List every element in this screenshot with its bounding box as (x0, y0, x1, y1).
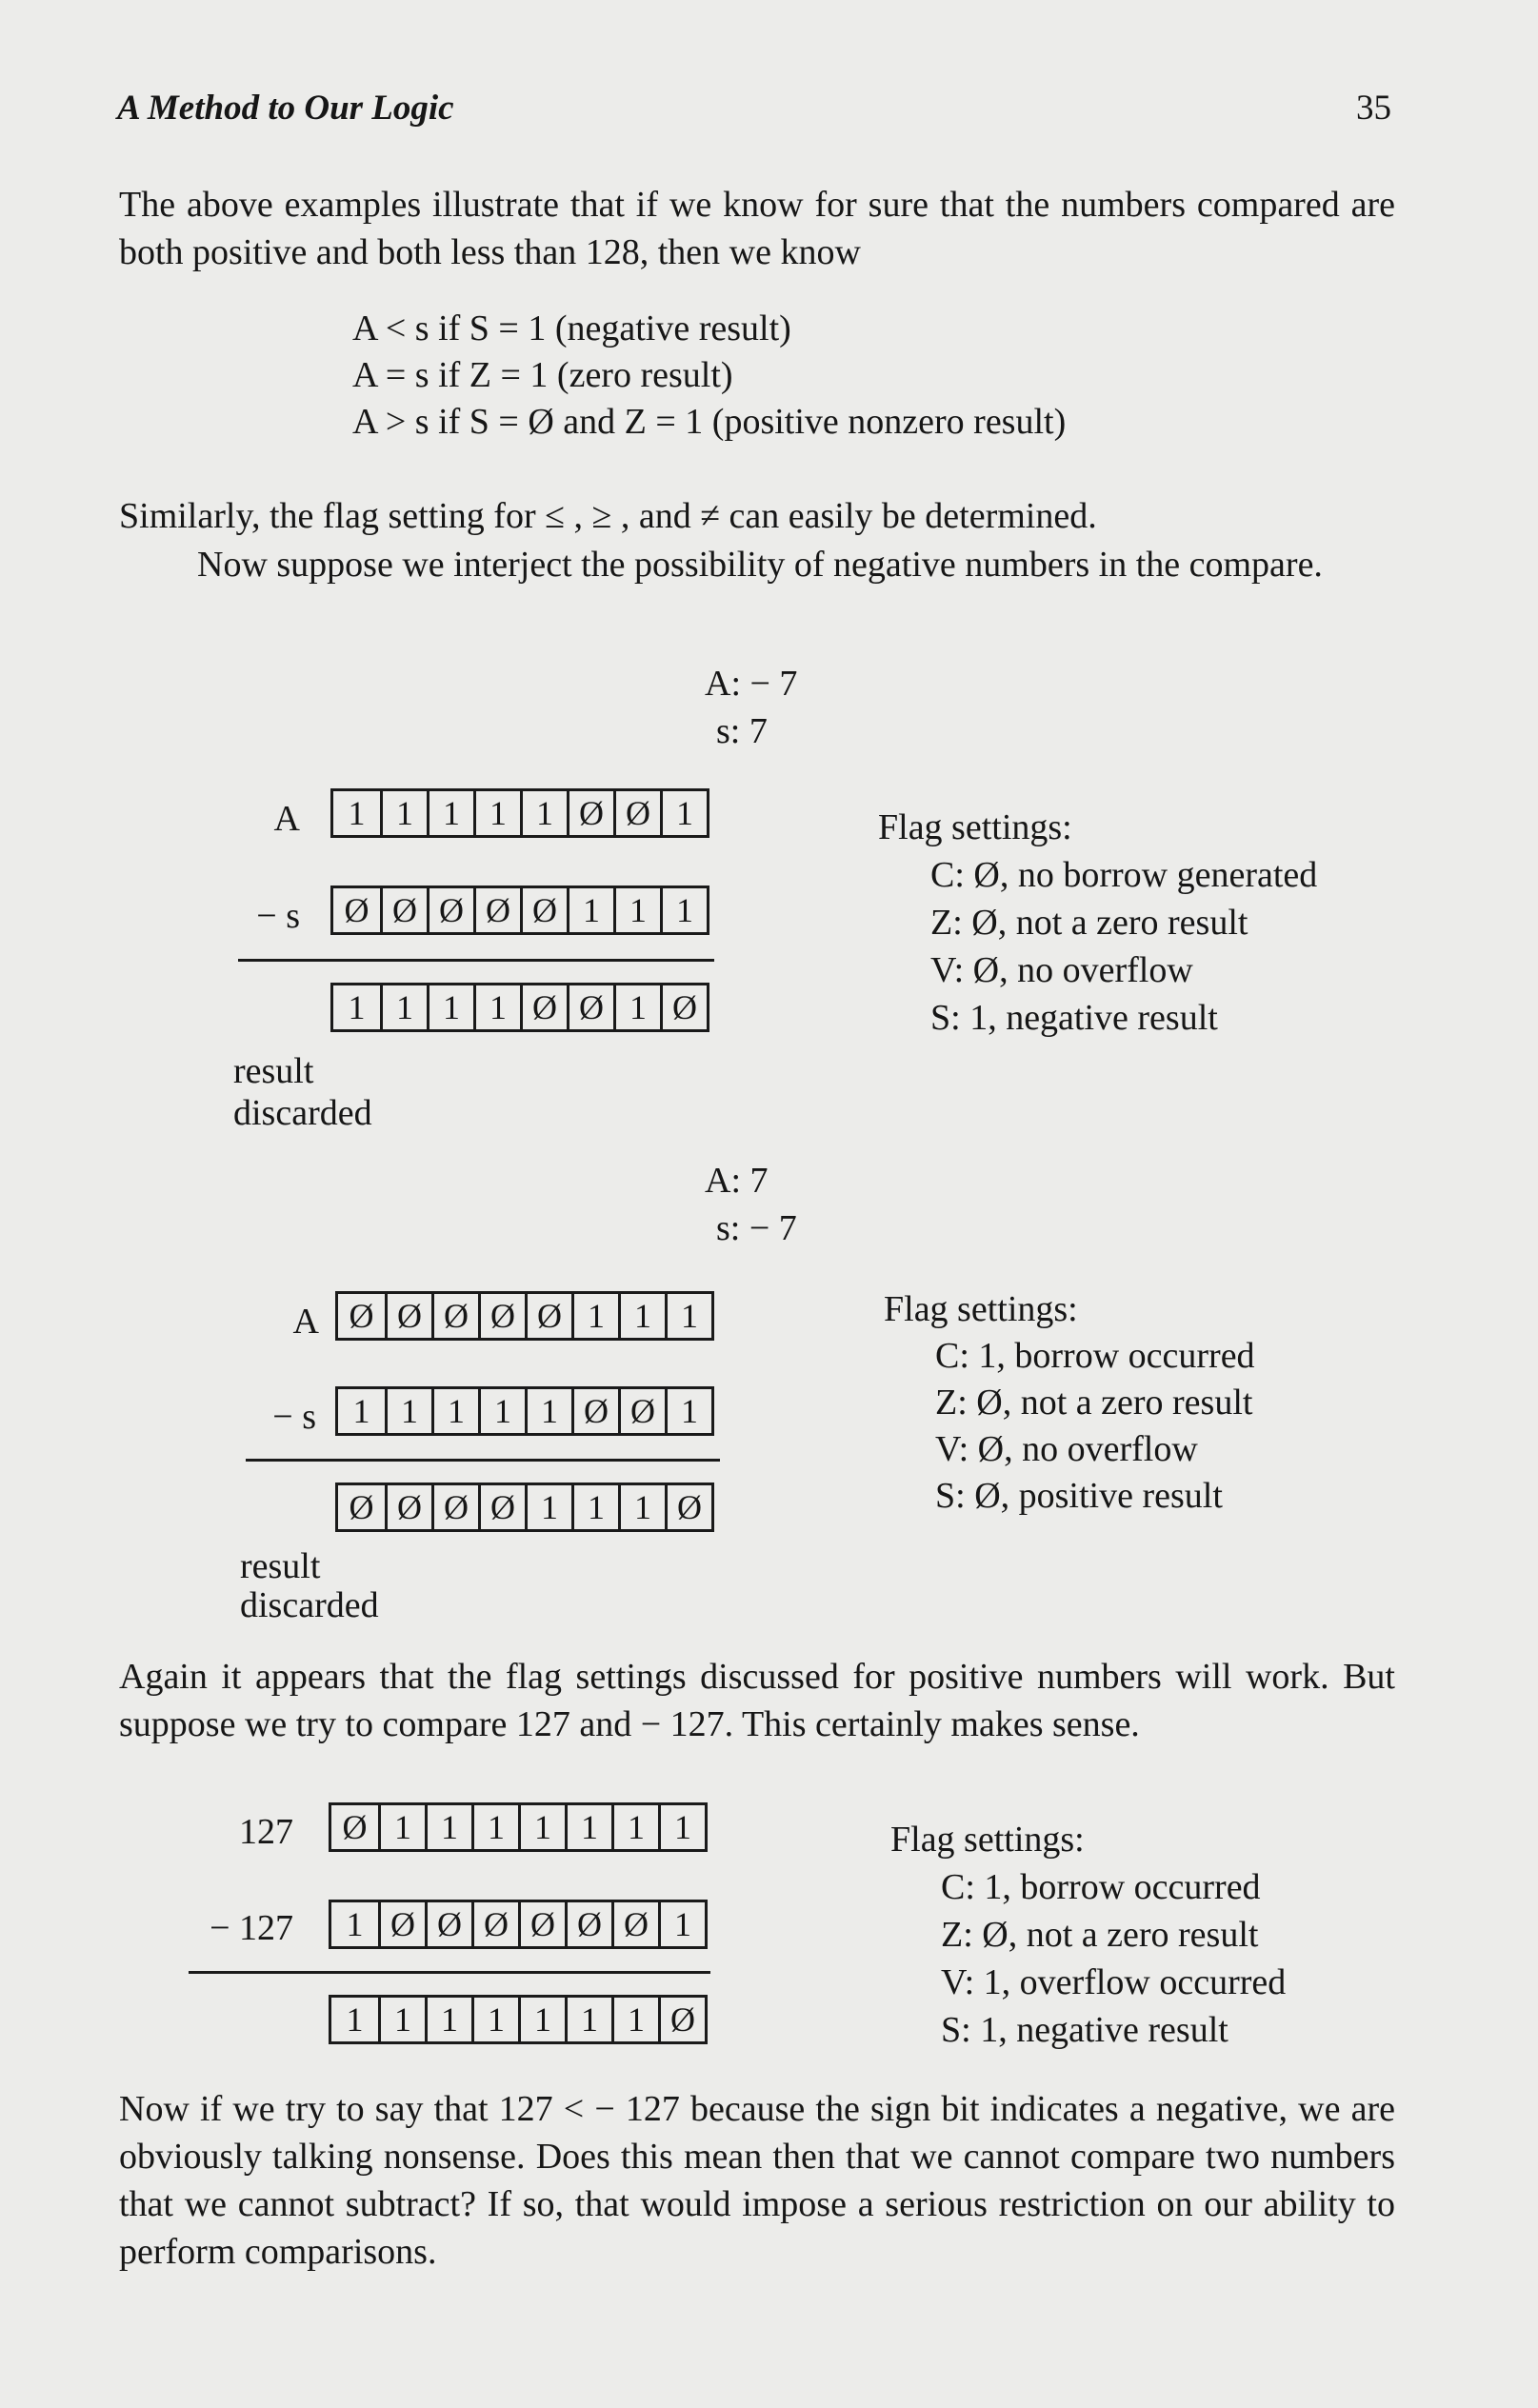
bit-register-127 (329, 1802, 708, 1852)
page-number: 35 (1356, 89, 1391, 128)
bit-cell: 1 (427, 985, 473, 1029)
subtraction-rule (238, 959, 714, 962)
bit-cell: 1 (618, 1485, 665, 1529)
bit-cell: 1 (571, 1485, 618, 1529)
bit-register-result (335, 1483, 714, 1532)
result-note-line-1: result (240, 1546, 321, 1586)
bit-cell: 1 (378, 1805, 425, 1849)
bit-cell: Ø (611, 1902, 658, 1946)
bit-cell: 1 (611, 1805, 658, 1849)
bit-cell: Ø (658, 1998, 705, 2041)
bit-cell: 1 (385, 1389, 431, 1433)
row-label-a: A (273, 799, 300, 839)
bit-cell: 1 (565, 1805, 611, 1849)
running-head: A Method to Our Logic (117, 89, 454, 128)
flag-c: C: Ø, no borrow generated (930, 855, 1318, 895)
bit-cell: 1 (565, 1998, 611, 2041)
bit-cell: Ø (567, 985, 613, 1029)
result-note-line-2: discarded (240, 1585, 379, 1625)
flags-title: Flag settings: (890, 1820, 1085, 1860)
bit-cell: 1 (471, 1998, 518, 2041)
row-label-minus-s: − s (272, 1397, 316, 1437)
bit-cell: Ø (665, 1485, 711, 1529)
bit-cell: Ø (425, 1902, 471, 1946)
bit-cell: Ø (567, 791, 613, 835)
flag-c: C: 1, borrow occurred (935, 1336, 1255, 1376)
bit-cell: Ø (349, 1488, 374, 1526)
bit-cell: 1 (613, 888, 660, 932)
bit-cell: Ø (525, 1294, 571, 1338)
bit-cell: 1 (478, 1389, 525, 1433)
bit-register-s (335, 1386, 714, 1436)
bit-cell: 1 (352, 1392, 370, 1430)
bit-cell: Ø (380, 888, 427, 932)
bit-cell: Ø (565, 1902, 611, 1946)
bit-cell: Ø (427, 888, 473, 932)
bit-cell: 1 (348, 794, 366, 832)
flag-z: Z: Ø, not a zero result (930, 903, 1248, 943)
bit-cell: 1 (425, 1998, 471, 2041)
operand-s: s: − 7 (716, 1208, 797, 1248)
bit-cell: 1 (618, 1294, 665, 1338)
bit-cell: 1 (518, 1805, 565, 1849)
bit-cell: 1 (346, 2000, 364, 2039)
paragraph-similarly: Similarly, the flag setting for ≤ , ≥ , and ≠ can easily be determined. (119, 496, 1097, 536)
flag-z: Z: Ø, not a zero result (941, 1915, 1259, 1955)
bit-cell: Ø (571, 1389, 618, 1433)
bit-cell: 1 (665, 1389, 711, 1433)
operand-a: A: 7 (705, 1161, 769, 1201)
paragraph-negative: Now suppose we interject the possibility of negative numbers in the compare. (197, 545, 1323, 585)
result-note-line-2: discarded (233, 1093, 372, 1133)
bit-cell: Ø (342, 1808, 368, 1846)
bit-cell: Ø (471, 1902, 518, 1946)
paragraph-conclusion: Now if we try to say that 127 < − 127 because the sign bit indicates a negative, we are obviously talking nonsense. Does this mean then that we cannot compare two numbers that we cannot subtract? If so, that would impose a serious restriction on our ability to perform comparisons. (119, 2089, 1395, 2272)
bit-cell: Ø (478, 1485, 525, 1529)
bit-register-result (330, 983, 709, 1032)
bit-cell: Ø (431, 1485, 478, 1529)
flags-title: Flag settings: (878, 807, 1072, 847)
bit-cell: Ø (349, 1297, 374, 1335)
bit-cell: 1 (567, 888, 613, 932)
row-label-127: 127 (239, 1812, 293, 1852)
bit-cell: 1 (660, 791, 707, 835)
flag-v: V: 1, overflow occurred (941, 1962, 1287, 2002)
bit-register-a (330, 788, 709, 838)
operand-a: A: − 7 (705, 664, 798, 704)
bit-cell: Ø (618, 1389, 665, 1433)
bit-cell: 1 (525, 1389, 571, 1433)
bit-cell: 1 (518, 1998, 565, 2041)
bit-cell: 1 (473, 985, 520, 1029)
subtraction-rule (189, 1971, 710, 1974)
bit-cell: 1 (348, 988, 366, 1026)
bit-cell: 1 (525, 1485, 571, 1529)
paragraph-again: Again it appears that the flag settings discussed for positive numbers will work. But suppose we try to compare 127 and − 127. This certainly makes sense. (119, 1657, 1395, 1744)
bit-cell: Ø (613, 791, 660, 835)
operand-s: s: 7 (716, 711, 768, 751)
subtraction-rule (246, 1459, 720, 1462)
bit-cell: Ø (431, 1294, 478, 1338)
bit-cell: 1 (613, 985, 660, 1029)
bit-register-result (329, 1995, 708, 2044)
bit-cell: Ø (385, 1485, 431, 1529)
condition-greater: A > s if S = Ø and Z = 1 (positive nonzero result) (352, 402, 1067, 442)
bit-register-a (335, 1291, 714, 1341)
bit-register-minus-127 (329, 1900, 708, 1949)
bit-cell: Ø (478, 1294, 525, 1338)
flag-s: S: 1, negative result (930, 998, 1218, 1038)
bit-cell: Ø (520, 985, 567, 1029)
condition-equal: A = s if Z = 1 (zero result) (352, 355, 733, 395)
flag-z: Z: Ø, not a zero result (935, 1383, 1253, 1423)
bit-cell: 1 (571, 1294, 618, 1338)
bit-cell: 1 (378, 1998, 425, 2041)
bit-cell: Ø (344, 891, 370, 929)
bit-cell: 1 (380, 985, 427, 1029)
row-label-minus-127: − 127 (210, 1908, 293, 1948)
bit-cell: 1 (611, 1998, 658, 2041)
result-note-line-1: result (233, 1051, 314, 1091)
bit-cell: Ø (518, 1902, 565, 1946)
bit-cell: Ø (473, 888, 520, 932)
bit-cell: 1 (431, 1389, 478, 1433)
bit-cell: 1 (658, 1902, 705, 1946)
flag-s: S: 1, negative result (941, 2010, 1228, 2050)
bit-cell: 1 (427, 791, 473, 835)
flags-title: Flag settings: (884, 1289, 1078, 1329)
bit-cell: 1 (425, 1805, 471, 1849)
flag-s: S: Ø, positive result (935, 1476, 1223, 1516)
row-label-minus-s: − s (256, 896, 300, 936)
bit-cell: 1 (473, 791, 520, 835)
bit-cell: 1 (346, 1905, 364, 1943)
bit-cell: 1 (380, 791, 427, 835)
flag-v: V: Ø, no overflow (930, 950, 1193, 990)
bit-cell: Ø (385, 1294, 431, 1338)
bit-cell: 1 (520, 791, 567, 835)
condition-less: A < s if S = 1 (negative result) (352, 308, 791, 348)
flag-v: V: Ø, no overflow (935, 1429, 1198, 1469)
bit-cell: 1 (665, 1294, 711, 1338)
bit-cell: 1 (471, 1805, 518, 1849)
bit-register-s (330, 886, 709, 935)
bit-cell: Ø (378, 1902, 425, 1946)
paragraph-intro: The above examples illustrate that if we know for sure that the numbers compared are both positive and both less than 128, then we know (119, 185, 1395, 272)
flag-c: C: 1, borrow occurred (941, 1867, 1261, 1907)
bit-cell: Ø (660, 985, 707, 1029)
bit-cell: 1 (658, 1805, 705, 1849)
row-label-a: A (292, 1302, 319, 1342)
bit-cell: Ø (520, 888, 567, 932)
bit-cell: 1 (660, 888, 707, 932)
